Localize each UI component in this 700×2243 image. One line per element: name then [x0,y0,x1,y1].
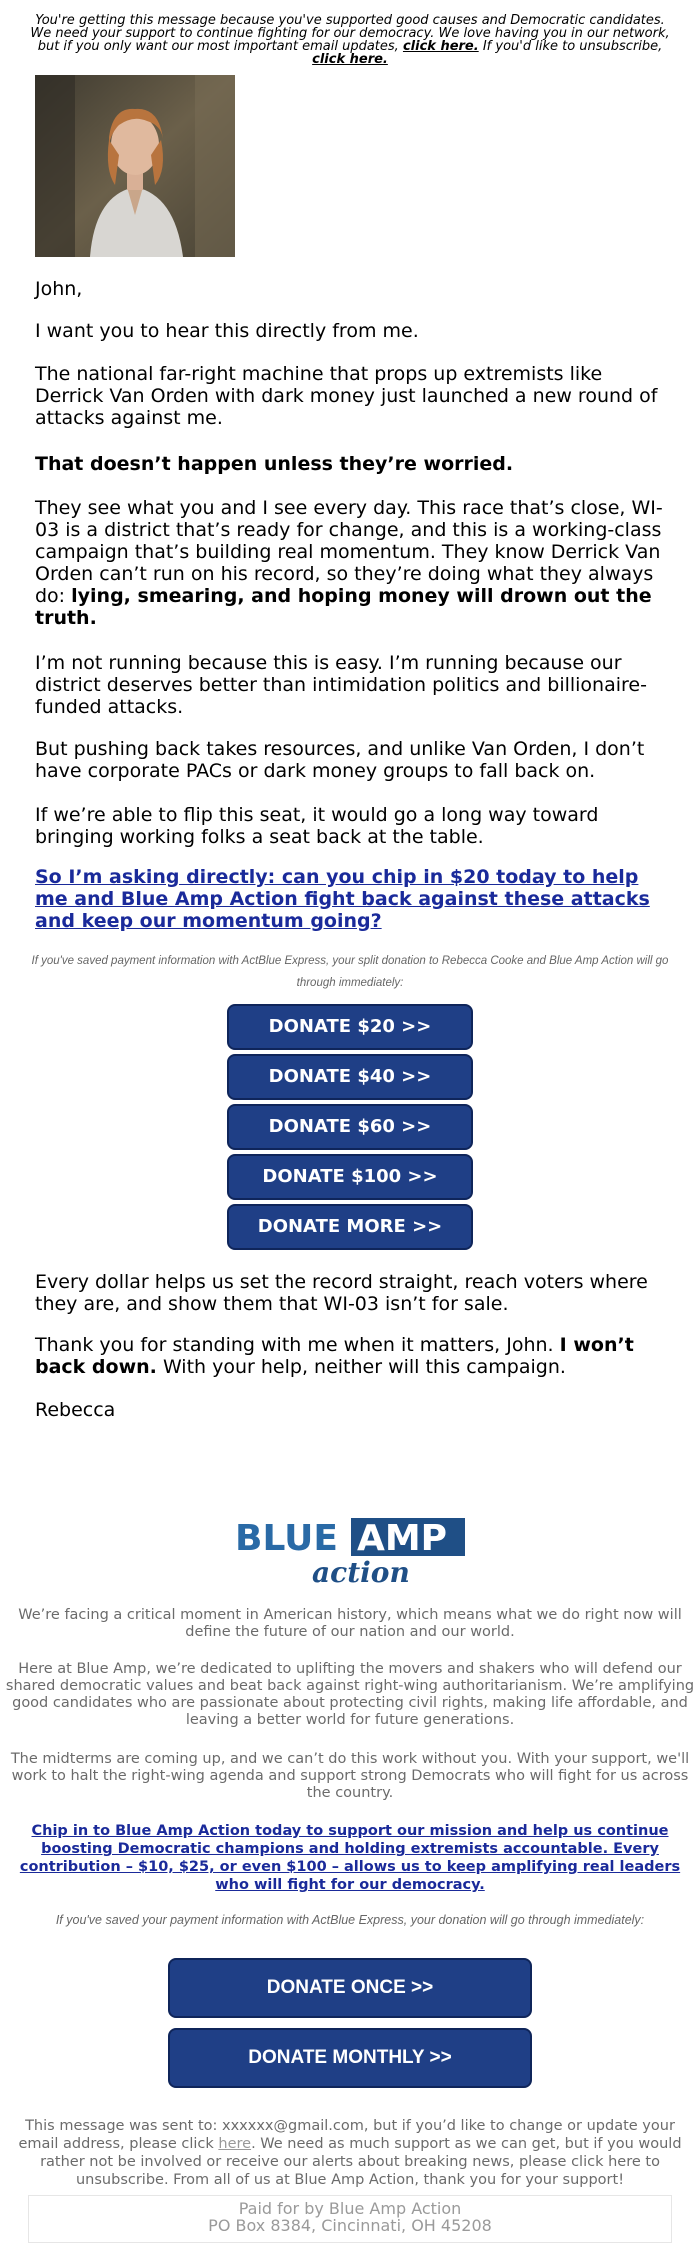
donate-40-button[interactable]: DONATE $40 >> [227,1054,473,1100]
preheader-text: You're getting this message because you've supported good causes and Democratic candidates. We need your support to continue fighting for our democracy. We love having you in our network, but if you only want our most important email updates, [30,13,670,54]
paragraph-4 [35,497,665,629]
mailing-address: PO Box 8384, Cincinnati, OH 45208 [208,2216,492,2235]
paragraph-1: I want you to hear this directly from me. [35,320,419,342]
paragraph-7: If we’re able to flip this seat, it would go a long way toward bringing working folks a seat back at the table. [35,804,599,848]
donate-monthly-button[interactable]: DONATE MONTHLY >> [168,2028,532,2088]
chip-in-link[interactable]: So I’m asking directly: can you chip in $20 today to help me and Blue Amp Action fight back against these attacks and keep our momentum going? [35,866,650,932]
logo-blue-text: BLUE [235,1518,338,1559]
footer-paragraph-1: We’re facing a critical moment in American history, which means what we do right now will define the future of our nation and our world. [18,1607,682,1640]
paragraph-9 [35,1334,665,1378]
greeting: John, [35,278,83,300]
actblue-express-note: If you've saved payment information with ActBlue Express, your split donation to Rebecca Cooke and Blue Amp Action will go through immediately: [31,955,669,989]
sent-to-notice [5,2117,695,2189]
footer-paragraph-2: Here at Blue Amp, we’re dedicated to uplifting the movers and shakers who will defend our shared democratic values and beat back against right-wing authoritarianism. We’re amplifying good candidates who are passionate about protecting civil rights, making life affordable, and leaving a better world for future generations. [5,1661,695,1728]
paid-for-box [28,2195,672,2243]
donate-more-button[interactable]: DONATE MORE >> [227,1204,473,1250]
unsubscribe-link[interactable]: click here. [312,52,388,67]
paragraph-6: But pushing back takes resources, and unlike Van Orden, I don’t have corporate PACs or dark money groups to fall back on. [35,738,645,782]
paragraph-8: Every dollar helps us set the record straight, reach voters where they are, and show them that WI-03 isn’t for sale. [35,1271,648,1315]
footer-paragraph-3: The midterms are coming up, and we can’t do this work without you. With your support, we'll work to halt the right-wing agenda and support strong Democrats who will fight for us across the country. [10,1751,690,1801]
candidate-photo [35,75,235,257]
donate-20-button[interactable]: DONATE $20 >> [227,1004,473,1050]
paragraph-4-text: They see what you and I see every day. This race that’s close, WI-03 is a district that’s ready for change, and this is a working-class campaign that’s building real momentum. They know Derrick Van Orden can’t run on his record, so they’re doing what they always do: [35,497,663,607]
email-preferences-link[interactable]: click here. [402,39,479,54]
logo-action-text: action [312,1556,410,1588]
sent-to-text-a: This message was sent to: xxxxxx@gmail.com, but if you’d like to change or update your email address, please click [18,2118,675,2152]
paragraph-9-text-b: With your help, neither will this campaign. [162,1356,566,1378]
paragraph-5: I’m not running because this is easy. I’m running because our district deserves better than intimidation politics and billionaire-funded attacks. [35,652,647,718]
paragraph-9-text-a: Thank you for standing with me when it matters, John. [35,1334,554,1356]
footer-chip-in-link[interactable]: Chip in to Blue Amp Action today to support our mission and help us continue boosting Democratic champions and holding extremists accountable. Every contribution – $10, $25, or even $100 – allows us to keep amplifying real leaders who will fight for our democracy. [19,1823,681,1893]
paragraph-9-emphasis: I won’t back down. [35,1334,634,1378]
paragraph-3: That doesn’t happen unless they’re worried. [35,453,514,475]
blue-amp-action-logo [235,1518,465,1588]
paragraph-2: The national far-right machine that props up extremists like Derrick Van Orden with dark money just launched a new round of attacks against me. [35,363,658,429]
sent-to-text-b: . We need as much support as we can get, but if you would rather not be involved or receive our alerts about breaking news, please click here to unsubscribe. From all of us at Blue Amp Action, thank you for your support! [40,2136,682,2188]
paid-for-disclaimer: Paid for by Blue Amp Action [238,2199,462,2218]
update-email-link[interactable]: here [218,2136,252,2152]
donate-100-button[interactable]: DONATE $100 >> [227,1154,473,1200]
paragraph-4-emphasis: lying, smearing, and hoping money will drown out the truth. [35,585,652,629]
preheader [30,14,670,66]
preheader-text-2: If you'd like to unsubscribe, [482,39,663,54]
donate-60-button[interactable]: DONATE $60 >> [227,1104,473,1150]
footer-actblue-express-note: If you've saved your payment information with ActBlue Express, your donation will go through immediately: [55,1913,645,1927]
donate-once-button[interactable]: DONATE ONCE >> [168,1958,532,2018]
signoff: Rebecca [35,1399,116,1421]
logo-amp-text: AMP [357,1518,448,1559]
